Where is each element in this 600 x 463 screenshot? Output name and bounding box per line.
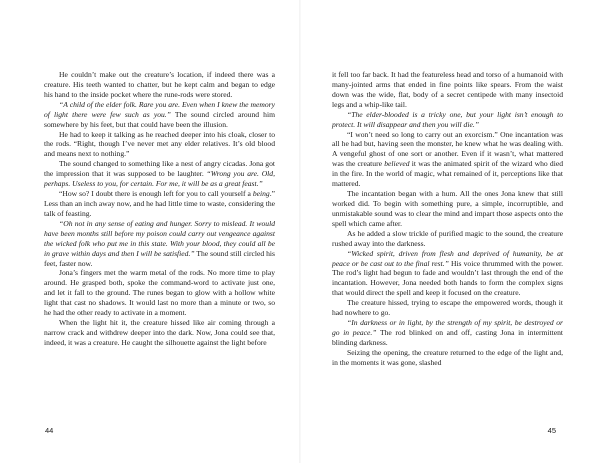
paragraph: As he added a slow trickle of purified magic to the sound, the creature rushed away into the darkness. (332, 228, 563, 248)
left-page-text (44, 70, 275, 348)
paragraph: “I won’t need so long to carry out an exorcism.” One incantation was all he had but, having seen the monster, he knew what he was dealing with. A vengeful ghost of one sort or another. Even if it wasn’t, what mattered was the creature believed it was the animated spirit of the wizard who died in the fire. In the world of magic, what remained of it, perceptions like that mattered. (332, 129, 563, 189)
paragraph: “Oh not in any sense of eating and hunger. Sorry to mislead. It would have been months still before my poison could carry out vengeance against the wicked folk who put me in this state. With your blood, they could all be in grave within days and then I will be satisfied.” The sound still circled his feet, faster now. (44, 218, 275, 268)
paragraph: “Wicked spirit, driven from flesh and deprived of humanity, be at peace or be cast out to the final rest.” His voice thrummed with the power. The rod’s light had begun to fade and wouldn’t last through the end of the incantation. However, Jona needed both hands to form the complex signs that would direct the spell and keep it focused on the creature. (332, 248, 563, 298)
paragraph: He couldn’t make out the creature’s location, if indeed there was a creature. His teeth wanted to chatter, but he kept calm and began to edge his hand to the inside pocket where the rune-rods were stored. (44, 70, 275, 99)
paragraph: Jona’s fingers met the warm metal of the rods. No more time to play around. He grasped both, spoke the command-word to activate just one, and let it fall to the ground. The runes began to glow with a hollow white light that cast no shadows. It would last no more than a minute or two, so he had the other ready to activate in a moment. (44, 268, 275, 318)
page-number-left: 44 (45, 426, 54, 435)
paragraph: “How so? I doubt there is enough left for you to call yourself a being.” Less than an inch away now, and he had little time to waste, considering the talk of feasting. (44, 189, 275, 218)
right-page (300, 0, 600, 463)
paragraph: When the light hit it, the creature hissed like air coming through a narrow crack and withdrew deeper into the dark. Now, Jona could see that, indeed, it was a creature. He caught the silhouette against the light before (44, 318, 275, 347)
right-page-text (332, 70, 563, 368)
paragraph: “In darkness or in light, by the strength of my spirit, be destroyed or go in peace.” The rod blinked on and off, casting Jona in intermittent blinding darkness. (332, 318, 564, 347)
page-number-right: 45 (547, 426, 556, 435)
paragraph: The sound changed to something like a nest of angry cicadas. Jona got the impression that it was supposed to be laughter. “Wrong you are. Old, perhaps. Useless to you, for certain. For me, it will be as a great feast.” (44, 159, 275, 189)
paragraph: The creature hissed, trying to escape the empowered words, though it had nowhere to go. (332, 298, 563, 318)
paragraph: Seizing the opening, the creature returned to the edge of the light and, in the moments it was gone, slashed (332, 347, 563, 367)
paragraph: “The elder-blooded is a tricky one, but your light isn’t enough to protect. It will disappear and then you will die.” (332, 109, 563, 129)
paragraph: He had to keep it talking as he reached deeper into his cloak, closer to the rods. “Right, though I’ve never met any elder relatives. It’s old blood and means next to nothing.” (44, 129, 275, 159)
paragraph: The incantation began with a hum. All the ones Jona knew that still worked did. To begin with something pure, a simple, incorruptible, and unmistakable sound was to clear the mind and impart those aspects onto the spell which came after. (332, 189, 563, 228)
paragraph: “A child of the elder folk. Rare you are. Even when I knew the memory of light there were few such as you.” The sound circled around him somewhere by his feet, but that could have been the illusion. (44, 99, 275, 129)
paragraph: it fell too far back. It had the featureless head and torso of a humanoid with many-jointed arms that ended in fine points like spears. From the waist down was the wide, flat, body of a secret centipede with many insectoid legs and a whip-like tail. (332, 70, 563, 109)
